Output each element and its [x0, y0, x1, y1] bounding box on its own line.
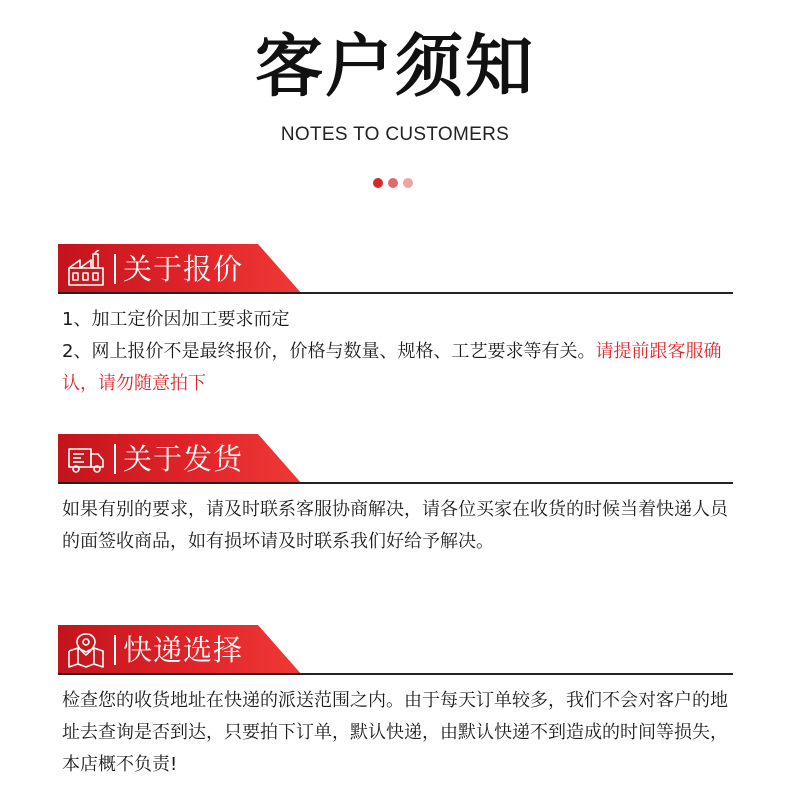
- decorative-dots: [373, 178, 413, 188]
- factory-icon: [66, 250, 106, 288]
- section-body-courier: 检查您的收货地址在快递的派送范围之内。由于每天订单较多，我们不会对客户的地址去查询是否到达，只要拍下订单，默认快递，由默认快递不到造成的时间等损失，本店概不负责!: [62, 690, 728, 775]
- section-title: 关于报价: [123, 252, 244, 286]
- section-title: 快递选择: [123, 633, 244, 667]
- section-divider: [58, 673, 733, 675]
- pricing-line-2-text: 2、网上报价不是最终报价，价格与数量、规格、工艺要求等有关。: [62, 341, 596, 362]
- delivery-truck-icon: [66, 440, 106, 478]
- section-title: 关于发货: [123, 442, 244, 476]
- page-title: 客户须知: [254, 28, 535, 107]
- section-divider: [58, 292, 733, 294]
- page-subtitle: NOTES TO CUSTOMERS: [280, 124, 510, 145]
- dot: [373, 178, 383, 188]
- section-header-pricing: [58, 244, 733, 298]
- section-divider: [58, 482, 733, 484]
- pricing-line-1: 1、加工定价因加工要求而定: [62, 309, 290, 330]
- header-separator: [114, 444, 116, 474]
- dot: [388, 178, 398, 188]
- map-pin-icon: [66, 631, 106, 669]
- header-separator: [114, 635, 116, 665]
- section-body-shipping: 如果有别的要求，请及时联系客服协商解决，请各位买家在收货的时候当着快递人员的面签收商品，如有损坏请及时联系我们好给予解决。: [62, 499, 728, 552]
- section-header-courier: [58, 625, 733, 679]
- pricing-highlight: 请提前跟客服确认，请勿随意拍下: [62, 341, 722, 394]
- dot: [403, 178, 413, 188]
- pricing-line-2: [62, 336, 742, 400]
- section-header-shipping: [58, 434, 733, 488]
- header-separator: [114, 254, 116, 284]
- section-body-pricing: [62, 304, 742, 400]
